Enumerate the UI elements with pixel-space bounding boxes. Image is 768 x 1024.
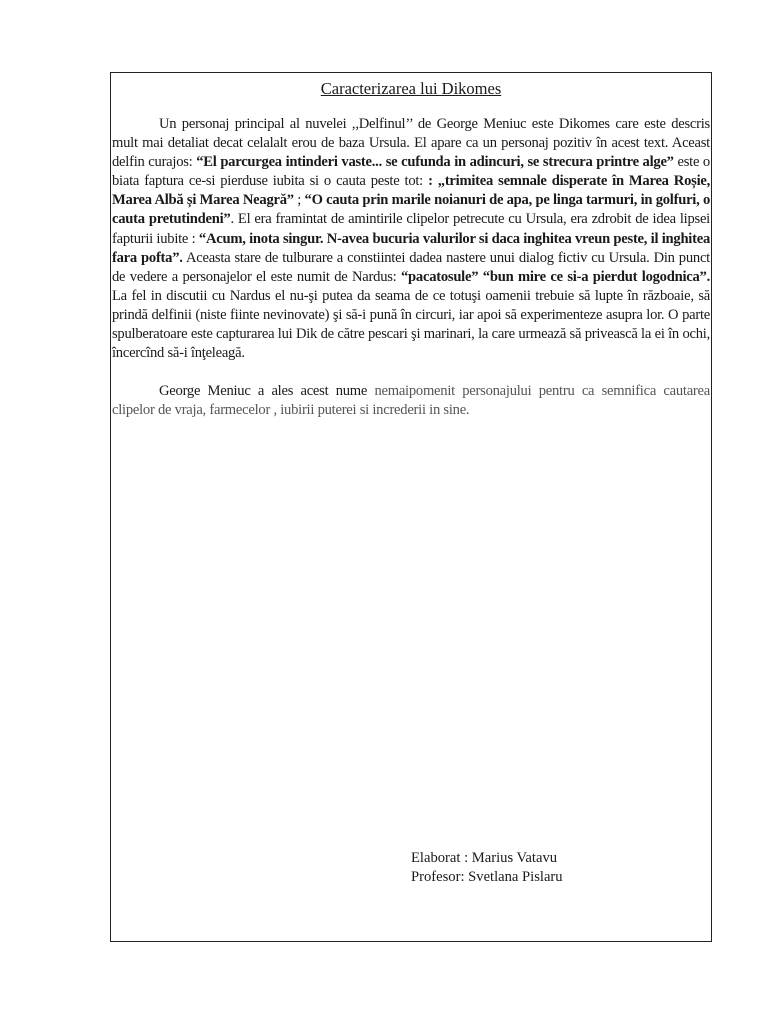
paragraph-1-text-1: Un personaj principal al nuvelei ,,Delfinul’’ de George Meniuc este Dikomes care este descris mult mai detaliat decat celalalt erou de baza Ursula. El apare ca un personaj pozitiv în acest text. Aceast delfin curajos:	[112, 116, 710, 171]
document-body	[112, 115, 710, 420]
paragraph-2	[112, 382, 710, 420]
author-line: Elaborat : Marius Vatavu	[411, 850, 558, 866]
document-title: Caracterizarea lui Dikomes	[320, 79, 502, 98]
quote-5: “pacatosule” “bun mire ce si-a pierdut logodnica”.	[401, 268, 710, 285]
paragraph-1-text-5: Aceasta stare de tulburare a constiintei dadea nastere unui dialog fictiv cu Ursula. Din punct de vedere a personajelor el este numit de Nardus:	[112, 249, 710, 285]
paragraph-1-text-3: ;	[297, 192, 305, 209]
paragraph-2-text-1: George Meniuc a ales acest nume	[159, 383, 368, 400]
paragraph-1	[112, 115, 710, 363]
document-frame	[110, 72, 712, 942]
signature-block	[411, 849, 563, 887]
quote-3: “O cauta prin marile noianuri de apa, pe linga tarmuri, in golfuri, o cauta pretutindeni”	[112, 192, 711, 228]
paragraph-2-text-2: nemaipomenit personajului pentru ca semnifica cautarea clipelor de vraja, farmecelor , iubirii puterei si increderii in sine.	[112, 383, 710, 419]
paragraph-1-text-2: este o biata faptura ce-si pierduse iubita si o cauta peste tot:	[112, 154, 710, 190]
paragraph-1-text-4: . El era framintat de amintirile clipelor petrecute cu Ursula, era zdrobit de idea lipsei fapturii iubite :	[112, 211, 710, 247]
quote-4: “Acum, inota singur. N-avea bucuria valurilor si daca inghitea vreun peste, il inghitea fara pofta”.	[112, 230, 710, 266]
quote-2: : „trimitea semnale disperate în Marea Roșie, Marea Albă și Marea Neagră”	[112, 173, 711, 209]
paragraph-1-text-6: La fel in discutii cu Nardus el nu-şi putea da seama de ce totuşi oamenii trebuie să lupte în războaie, să prindă delfinii (niste fiinte nevinovate) şi să-i pună în circuri, iar apoi să experimenteze asupra lor. O parte spulberatoare este capturarea lui Dik de către pescari şi marinari, la care urmează să privească la ei în ochi, încercînd să-i înţeleagă.	[112, 287, 710, 362]
quote-1: “El parcurgea intinderi vaste... se cufunda in adincuri, se strecura printre alge”	[196, 154, 674, 171]
teacher-line: Profesor: Svetlana Pislaru	[411, 869, 563, 885]
